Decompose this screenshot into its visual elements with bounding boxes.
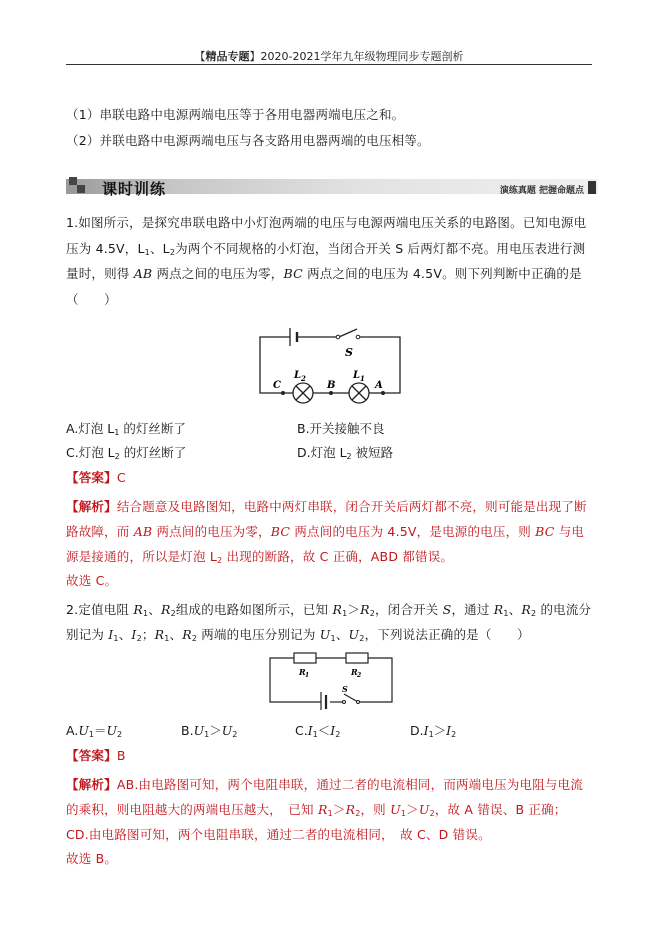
q1-conclusion: 故选 C。 — [66, 573, 118, 588]
switch-label: S — [345, 346, 353, 359]
circuit-diagram-2 — [268, 650, 396, 710]
switch-s-label: S — [342, 684, 348, 694]
q2-option-c: $C.I_1<I_2$ — [295, 723, 341, 739]
point-c — [281, 391, 285, 395]
summary-line-2: （2）并联电路中电源两端电压与各支路用电器两端的电压相等。 — [66, 133, 430, 148]
q2-answer: 【答案】B — [66, 748, 126, 763]
header-brand: 精品专题 — [205, 50, 250, 63]
q2-option-a: $A.U_1=U_2$ — [66, 723, 123, 739]
q1-answer: 【答案】C — [66, 470, 126, 485]
svg-text:1: 1 — [305, 672, 310, 679]
svg-text:2: 2 — [301, 374, 306, 383]
q2-analysis: 【解析】AB.由电路图可知，两个电阻串联，通过二者的电流相同，而两端电压为电阻与电流的乘积，则电阻越大的两端电压越大， 已知 $R_1>R_2$，则 $U_1>U_2$，故 A 错误、B 正确； CD.由电路图可知，两个电阻串联，通过二者的电流相同， 故 C、D 错误。 — [66, 777, 584, 842]
q1-option-d: D.灯泡 $L_2$ 被短路 — [297, 445, 394, 461]
q1-option-a: A.灯泡 $L_1$ 的灯丝断了 — [66, 421, 186, 437]
summary-line-1: （1）串联电路中电源两端电压等于各用电器两端电压之和。 — [66, 107, 405, 122]
r2-label: R — [351, 667, 358, 677]
q1-analysis: 【解析】结合题意及电路图知，电路中两灯串联，闭合开关后两灯都不亮，则可能是出现了断路故障，而 AB 两点间的电压为零，BC 两点间的电压为 4.5V，是电源的电压，则 BC 与电源是接通的，所以是灯泡 $L_2$ 出现的断路，故 C 正确，ABD 都错误。 — [66, 499, 587, 565]
question-2-stem: 2.定值电阻 $R_1$、$R_2$组成的电路如图所示，已知 $R_1>R_2$，闭合开关 S，通过 $R_1$、$R_2$ 的电流分别记为 $I_1$、$I_2$；$R_1$、$R_2$ 两端的电压分别记为 $U_1$、$U_2$，下列说法正确的是（ ） — [66, 602, 592, 643]
point-c-label: C — [273, 380, 281, 391]
header-rule — [66, 64, 592, 65]
page-header: 【精品专题】2020-2021学年九年级物理同步专题剖析 — [194, 50, 464, 63]
banner-square-icon — [69, 177, 77, 185]
q2-option-b: $B.U_1>U_2$ — [181, 723, 238, 739]
lamp-l2-label: L — [294, 370, 302, 381]
q2-conclusion: 故选 B。 — [66, 851, 118, 866]
q1-option-c: C.灯泡 $L_2$ 的灯丝断了 — [66, 445, 187, 461]
point-a — [381, 391, 385, 395]
lamp-l1-label: L — [353, 370, 361, 381]
circuit-diagram-1 — [255, 320, 405, 404]
svg-text:2: 2 — [357, 672, 362, 679]
point-a-label: A — [375, 380, 383, 391]
point-b-label: B — [327, 380, 336, 391]
section-banner — [66, 175, 598, 197]
svg-text:1: 1 — [360, 374, 365, 383]
question-1-stem: 1.如图所示，是探究串联电路中小灯泡两端的电压与电源两端电压关系的电路图。已知电源电压为 4.5V，$L_1$、$L_2$为两个不同规格的小灯泡，当闭合开关 S 后两灯都不亮。用电压表进行测量时，则得 AB 两点之间的电压为零，BC 两点之间的电压为 4.5V。则下列判断中正确的是（ ） — [66, 215, 587, 307]
q2-option-d: $D.I_1>I_2$ — [410, 723, 457, 739]
banner-subtitle: 演练真题 把握命题点 — [499, 186, 584, 196]
q1-option-b: B.开关接触不良 — [297, 421, 385, 436]
banner-title: 课时训练 — [102, 180, 167, 198]
point-b — [329, 391, 333, 395]
header-title: 2020-2021学年九年级物理同步专题剖析 — [260, 50, 464, 63]
r1-label: R — [299, 667, 306, 677]
